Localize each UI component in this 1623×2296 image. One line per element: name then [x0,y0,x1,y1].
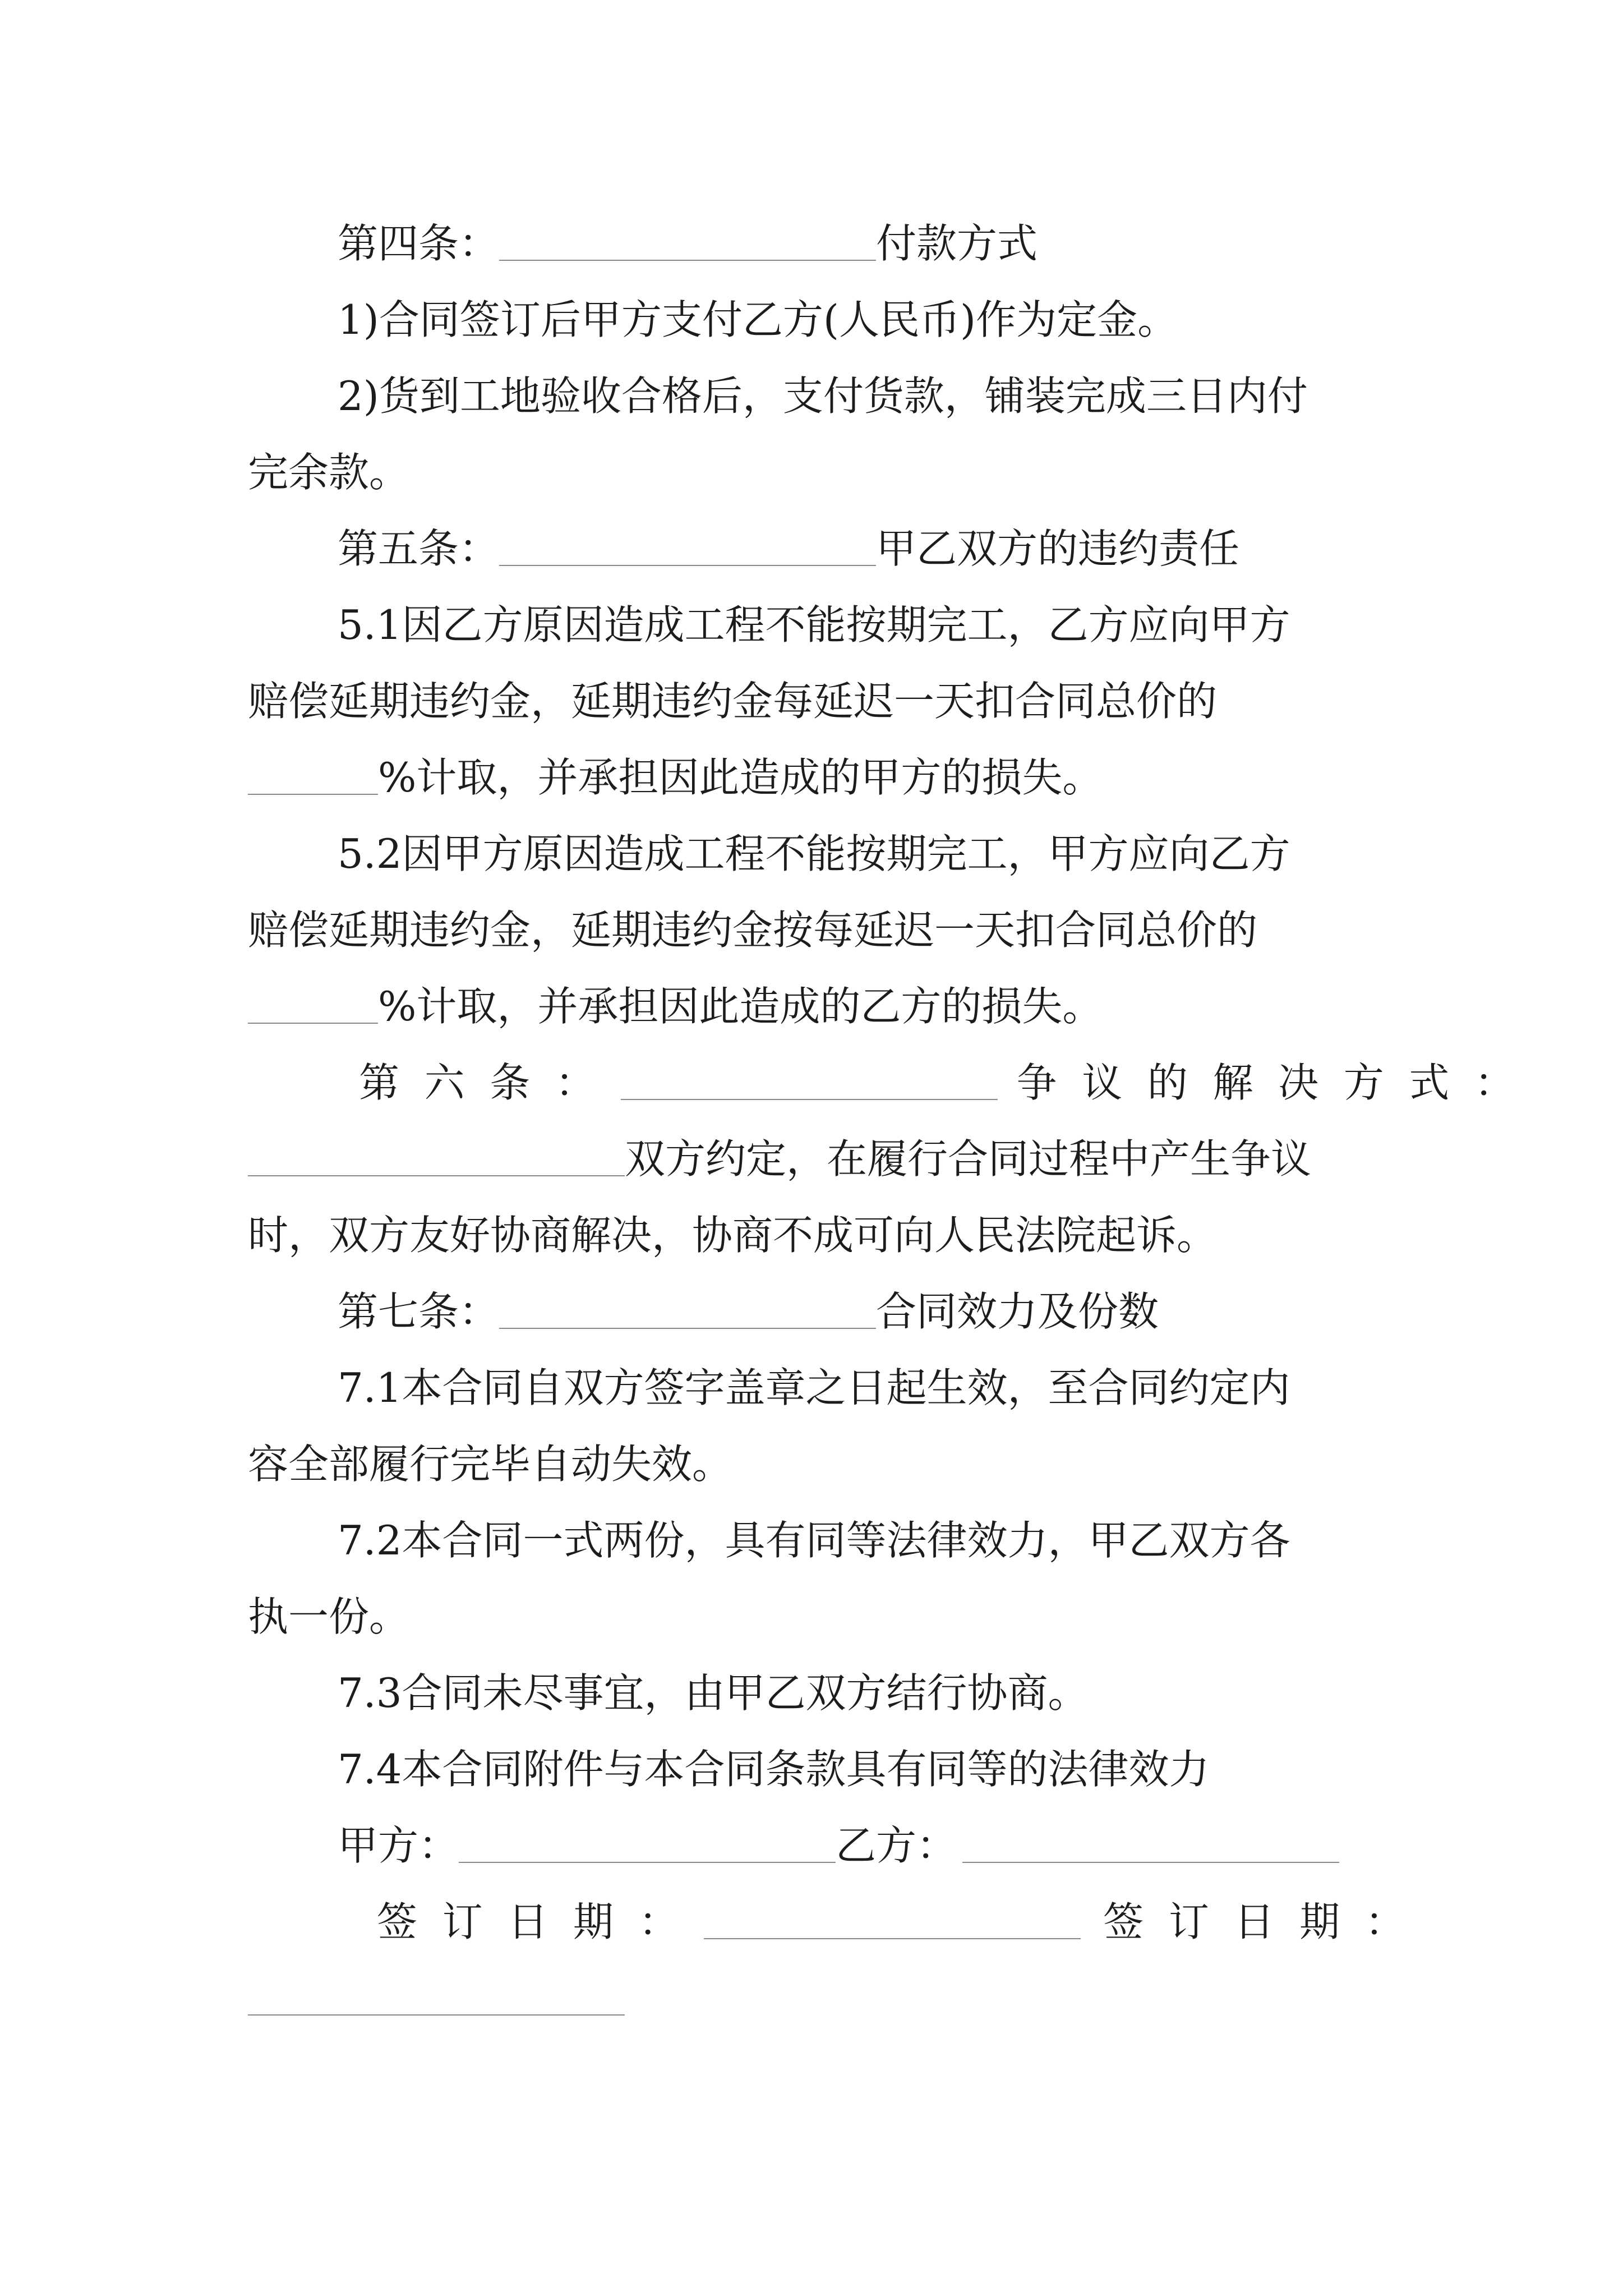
article4-heading [338,210,1038,277]
penalty-rate-blank-b[interactable] [248,980,378,1024]
article5-clause2-line2: 赔偿延期违约金，延期违约金按每延迟一天扣合同总价的 [248,907,1258,954]
article5-clause2-line1: 5.2因甲方原因造成工程不能按期完工，甲方应向乙方 [338,830,1290,877]
party-b-label: 乙方： [836,1822,957,1869]
article5-clause1-line3-text: %计取，并承担因此造成的甲方的损失。 [378,754,1103,801]
date-b-line [248,1964,625,2032]
article5-clause2-line3-text: %计取，并承担因此造成的乙方的损失。 [378,983,1103,1030]
signing-date-line [377,1888,1430,1955]
party-a-label: 甲方： [338,1822,459,1869]
article6-method-blank[interactable] [248,1133,625,1176]
article6-title-prefix: 第六条： [359,1059,621,1106]
date-label-b: 签订日期： [1103,1898,1431,1945]
article7-clause2-line1: 7.2本合同一式两份，具有同等法律效力，甲乙双方各 [338,1517,1290,1564]
article4-item2-line1: 2)货到工地验收合格后，支付货款，铺装完成三日内付 [338,372,1308,420]
party-b-signature-blank[interactable] [962,1819,1339,1863]
article7-clause1-line2: 容全部履行完毕自动失效。 [248,1441,733,1488]
article7-title-prefix: 第七条： [338,1288,500,1335]
article6-body-line2: 时，双方友好协商解决，协商不成可向人民法院起诉。 [248,1212,1218,1259]
article4-title-suffix: 付款方式 [876,220,1038,267]
article7-clause4: 7.4本合同附件与本合同条款具有同等的法律效力 [338,1746,1210,1793]
article6-blank[interactable] [621,1056,998,1100]
article5-clause2-line3 [248,973,1103,1040]
date-a-blank[interactable] [704,1895,1081,1939]
date-b-blank[interactable] [248,1972,625,2016]
article6-title-suffix: 争议的解决方式： [1016,1059,1540,1106]
article6-body-line1-text: 双方约定，在履行合同过程中产生争议 [625,1135,1312,1182]
article5-title-prefix: 第五条： [338,525,500,572]
article4-blank[interactable] [499,217,876,261]
article5-clause1-line2: 赔偿延期违约金，延期违约金每延迟一天扣合同总价的 [248,678,1218,725]
party-signature-line [338,1812,1339,1879]
article6-body-line1 [248,1125,1311,1193]
article7-clause1-line1: 7.1本合同自双方签字盖章之日起生效，至合同约定内 [338,1364,1290,1411]
article5-blank[interactable] [499,522,876,566]
article5-clause1-line3 [248,744,1103,811]
penalty-rate-blank-a[interactable] [248,751,378,795]
article4-item1: 1)合同签订后甲方支付乙方(人民币)作为定金。 [338,296,1178,343]
article7-heading [338,1278,1159,1345]
article7-title-suffix: 合同效力及份数 [876,1288,1159,1335]
article4-item2-line2: 完余款。 [248,449,410,496]
article5-clause1-line1: 5.1因乙方原因造成工程不能按期完工，乙方应向甲方 [338,601,1290,648]
article4-title-prefix: 第四条： [338,220,500,267]
article6-heading [359,1049,1540,1116]
article7-clause2-line2: 执一份。 [248,1593,410,1640]
party-a-signature-blank[interactable] [459,1819,836,1863]
article7-blank[interactable] [499,1285,876,1329]
article7-clause3: 7.3合同未尽事宜，由甲乙双方结行协商。 [338,1669,1089,1717]
date-label-a: 签订日期： [377,1898,704,1945]
article5-title-suffix: 甲乙双方的违约责任 [876,525,1240,572]
article5-heading [338,515,1239,582]
